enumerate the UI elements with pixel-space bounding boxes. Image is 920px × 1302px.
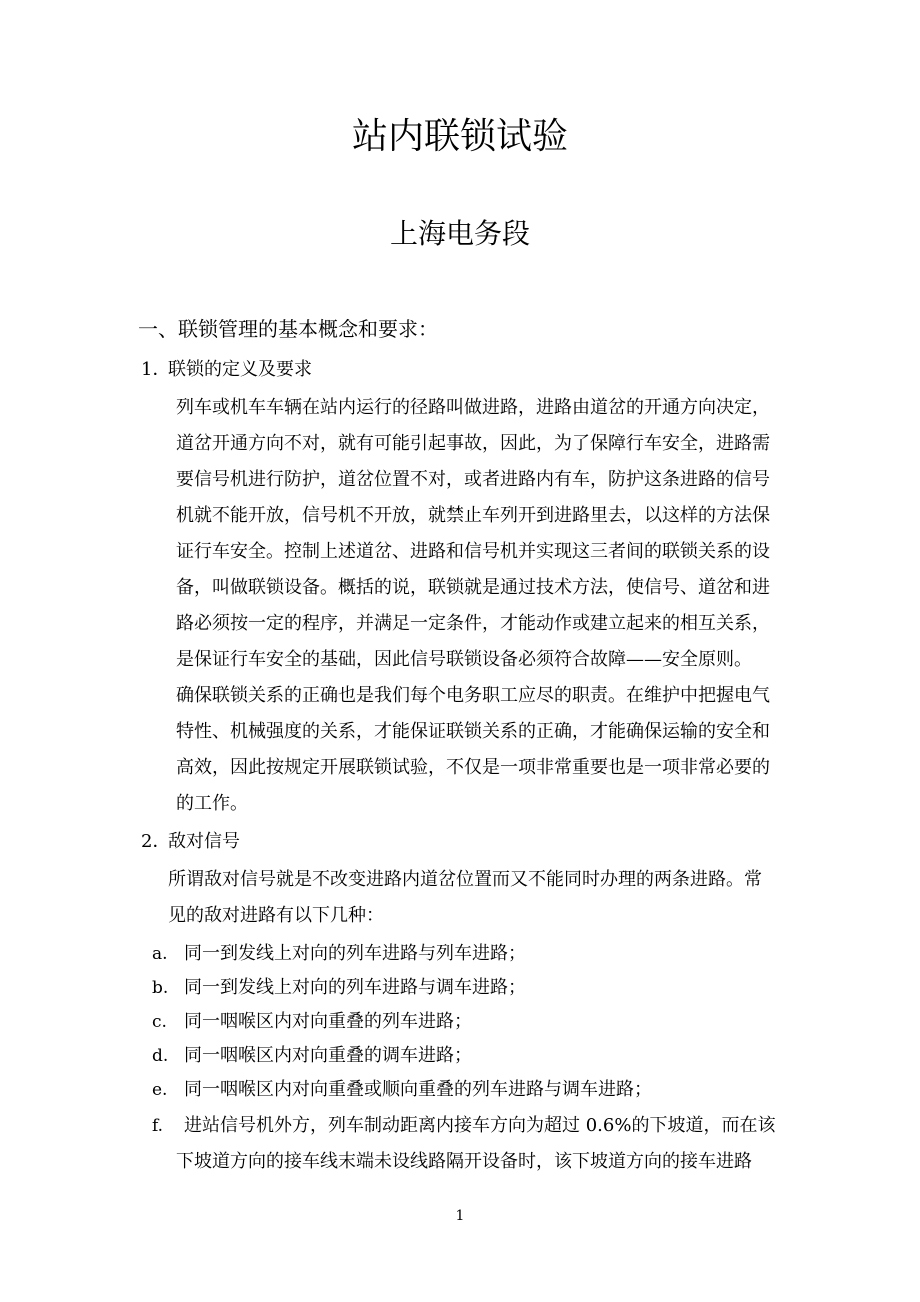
paragraph-line: 是保证行车安全的基础，因此信号联锁设备必须符合故障——安全原则。 bbox=[176, 649, 752, 670]
paragraph-line: 所谓敌对信号就是不改变进路内道岔位置而又不能同时办理的两条进路。常 bbox=[168, 869, 762, 890]
paragraph-line: 道岔开通方向不对，就有可能引起事故，因此，为了保障行车安全，进路需 bbox=[176, 433, 770, 454]
paragraph-line: 机就不能开放，信号机不开放，就禁止车列开到进路里去，以这样的方法保 bbox=[176, 505, 770, 526]
list-marker: e. bbox=[152, 1080, 168, 1100]
list-item: 同一咽喉区内对向重叠的列车进路； bbox=[184, 1011, 472, 1032]
list-item: 同一咽喉区内对向重叠或顺向重叠的列车进路与调车进路； bbox=[184, 1079, 652, 1100]
paragraph-line: 确保联锁关系的正确也是我们每个电务职工应尽的职责。在维护中把握电气 bbox=[176, 685, 770, 706]
paragraph-line: 路必须按一定的程序，并满足一定条件，才能动作或建立起来的相互关系， bbox=[176, 613, 770, 634]
list-item: 同一到发线上对向的列车进路与调车进路； bbox=[184, 977, 526, 998]
list-marker: c. bbox=[152, 1012, 167, 1032]
paragraph-line: 备，叫做联锁设备。概括的说，联锁就是通过技术方法，使信号、道岔和进 bbox=[176, 577, 770, 598]
paragraph-line: 高效，因此按规定开展联锁试验，不仅是一项非常重要也是一项非常必要的 bbox=[176, 757, 770, 778]
document-subtitle: 上海电务段 bbox=[389, 217, 530, 250]
paragraph-line: 特性、机械强度的关系，才能保证联锁关系的正确，才能确保运输的安全和 bbox=[176, 721, 770, 742]
list-marker: f. bbox=[152, 1116, 164, 1136]
section-heading: 一、联锁管理的基本概念和要求： bbox=[138, 317, 438, 341]
paragraph-line: 的工作。 bbox=[176, 793, 248, 814]
page-number: 1 bbox=[455, 1208, 465, 1224]
list-item-continuation: 下坡道方向的接车线末端未设线路隔开设备时，该下坡道方向的接车进路 bbox=[176, 1151, 752, 1172]
list-marker: d. bbox=[152, 1046, 169, 1066]
list-item: 同一到发线上对向的列车进路与列车进路； bbox=[184, 943, 526, 964]
list-item: 同一咽喉区内对向重叠的调车进路； bbox=[184, 1045, 472, 1066]
subsection-heading: 联锁的定义及要求 bbox=[168, 359, 312, 380]
document-title: 站内联锁试验 bbox=[351, 116, 568, 157]
subsection-number: 1． bbox=[141, 359, 171, 380]
paragraph-line: 列车或机车车辆在站内运行的径路叫做进路，进路由道岔的开通方向决定， bbox=[176, 397, 770, 418]
paragraph-line: 要信号机进行防护，道岔位置不对，或者进路内有车，防护这条进路的信号 bbox=[176, 469, 770, 490]
list-item: 进站信号机外方，列车制动距离内接车方向为超过 0.6%的下坡道，而在该 bbox=[184, 1115, 776, 1136]
paragraph-line: 见的敌对进路有以下几种： bbox=[168, 905, 384, 926]
subsection-number: 2． bbox=[141, 831, 171, 852]
list-marker: b. bbox=[152, 978, 169, 998]
subsection-heading: 敌对信号 bbox=[168, 831, 240, 852]
paragraph-line: 证行车安全。控制上述道岔、进路和信号机并实现这三者间的联锁关系的设 bbox=[176, 541, 770, 562]
list-marker: a. bbox=[152, 944, 168, 964]
